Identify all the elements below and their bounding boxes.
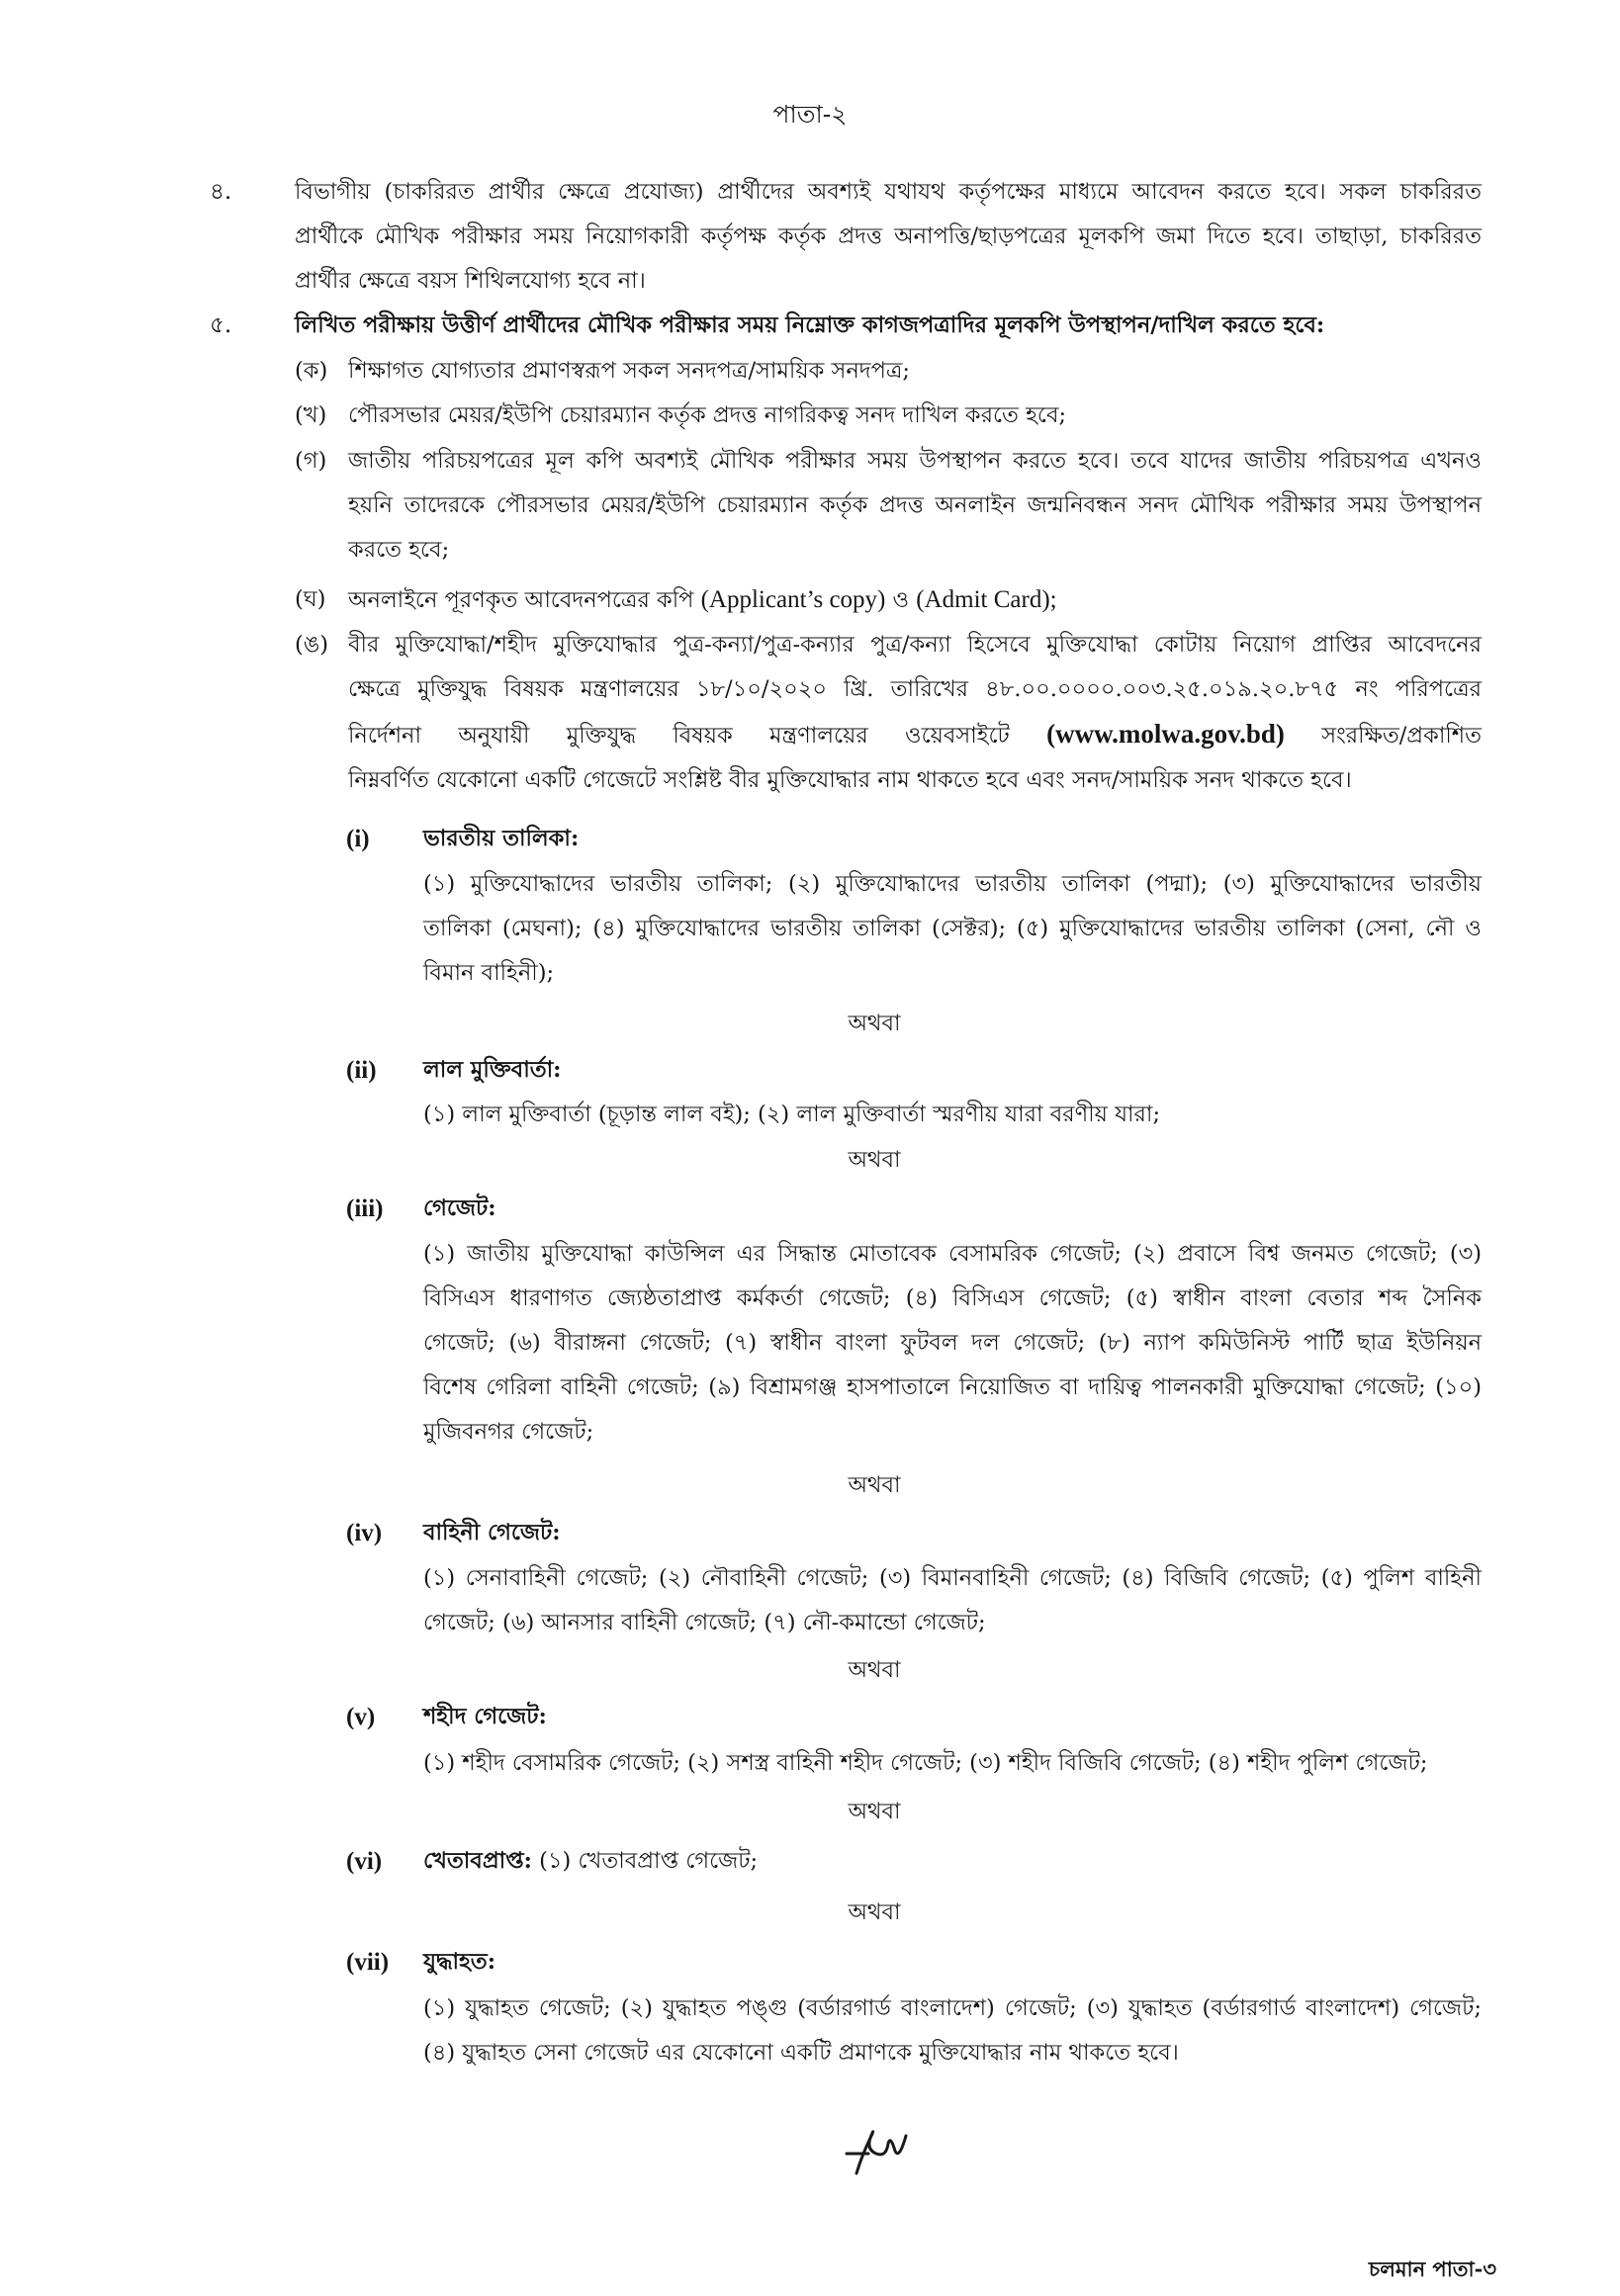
or-separator: অথবা [848, 1147, 901, 1173]
molwa-website-link[interactable]: (www.molwa.gov.bd) [1046, 719, 1285, 749]
item-5-uma-line: ক্ষেত্রে মুক্তিযুদ্ধ বিষয়ক মন্ত্রণালয়ের ১৮/১০/২০২০ খ্রি. তারিখের ৪৮.০০.০০০০.০০৩.২৫.০১৯.২০.৮৭৫ নং পরিপত্রের [348, 676, 1482, 702]
sub-iv-numeral: (iv) [346, 1520, 383, 1546]
or-separator: অথবা [848, 1799, 901, 1824]
page-title: পাতা-২ [772, 100, 848, 129]
item-5-ka-text: শিক্ষাগত যোগ্যতার প্রমাণস্বরূপ সকল সনদপত্র/সাময়িক সনদপত্র; [348, 358, 911, 384]
sub-vii-text [423, 1987, 1482, 2075]
item-4-number: ৪. [210, 179, 232, 205]
sub-ii-text [423, 1093, 1482, 1137]
sub-iii-line: গেজেট; (৬) বীরাঙ্গনা গেজেট; (৭) স্বাধীন বাংলা ফুটবল দল গেজেট; (৮) ন্যাপ কমিউনিস্ট পার্টি ছাত্র ইউনিয়ন [423, 1330, 1482, 1356]
sub-vi-body: (১) খেতাবপ্রাপ্ত গেজেট; [531, 1848, 759, 1874]
sub-i-title: ভারতীয় তালিকা: [423, 826, 580, 851]
or-separator: অথবা [848, 1472, 901, 1498]
item-4-line: প্রার্থীর ক্ষেত্রে বয়স শিথিলযোগ্য হবে না। [295, 268, 646, 294]
item-5-heading: লিখিত পরীক্ষায় উত্তীর্ণ প্রার্থীদের মৌখিক পরীক্ষার সময় নিম্নোক্ত কাগজপত্রাদির মূলকপি উপস্থাপন/দাখিল করতে হবে: [295, 312, 1325, 338]
item-5-ga-line: করতে হবে; [348, 537, 450, 563]
sub-iv-text [423, 1556, 1482, 1645]
sub-i-numeral: (i) [346, 826, 370, 852]
sub-iii-line: মুজিবনগর গেজেট; [423, 1419, 594, 1445]
item-5-gha-label: (ঘ) [295, 586, 326, 612]
sub-ii-title: লাল মুক্তিবার্তা: [423, 1057, 562, 1083]
item-5-ga-text [348, 439, 1482, 573]
sub-ii-line: (১) লাল মুক্তিবার্তা (চূড়ান্ত লাল বই); (২) লাল মুক্তিবার্তা স্মরণীয় যারা বরণীয় যারা; [423, 1102, 1161, 1127]
sub-vii-line: (১) যুদ্ধাহত গেজেট; (২) যুদ্ধাহত পঙ্গু (বর্ডারগার্ড বাংলাদেশ) গেজেট; (৩) যুদ্ধাহত (বর্ডারগার্ড বাংলাদেশ) গেজেট; [423, 1995, 1482, 2021]
admit-card-text: (Admit Card); [916, 586, 1057, 613]
sub-vii-title: যুদ্ধাহত: [423, 1949, 495, 1975]
gha-text-mid: ও [885, 587, 917, 613]
sub-iv-title: বাহিনী গেজেট: [423, 1520, 561, 1545]
signature-scribble [843, 2124, 922, 2183]
item-5-kha-text: পৌরসভার মেয়র/ইউপি চেয়ারম্যান কর্তৃক প্রদত্ত নাগরিকত্ব সনদ দাখিল করতে হবে; [348, 402, 1067, 428]
sub-iii-title: গেজেট: [423, 1195, 496, 1221]
sub-iii-line: বিসিএস ধারণাগত জ্যেষ্ঠতাপ্রাপ্ত কর্মকর্তা গেজেট; (৪) বিসিএস গেজেট; (৫) স্বাধীন বাংলা বেতার শব্দ সৈনিক [423, 1285, 1482, 1311]
item-5-uma-line: নিম্নবর্ণিত যেকোনো একটি গেজেটে সংশ্লিষ্ট বীর মুক্তিযোদ্ধার নাম থাকতে হবে এবং সনদ/সাময়িক সনদ থাকতে হবে। [348, 767, 1352, 793]
sub-ii-numeral: (ii) [346, 1057, 377, 1084]
sub-i-line: (১) মুক্তিযোদ্ধাদের ভারতীয় তালিকা; (২) মুক্তিযোদ্ধাদের ভারতীয় তালিকা (পদ্মা); (৩) মুক্তিযোদ্ধাদের ভারতীয় [423, 871, 1482, 897]
signature [843, 2124, 922, 2199]
sub-vi-title: খেতাবপ্রাপ্ত: [423, 1848, 532, 1874]
or-separator: অথবা [848, 1899, 901, 1925]
gha-text-prefix: অনলাইনে পূরণকৃত আবেদনপত্রের কপি [348, 587, 701, 613]
item-5-ga-label: (গ) [295, 448, 327, 474]
sub-vi-numeral: (vi) [346, 1848, 383, 1875]
sub-i-line: তালিকা (মেঘনা); (৪) মুক্তিযোদ্ধাদের ভারতীয় তালিকা (সেক্টর); (৫) মুক্তিযোদ্ধাদের ভারতীয় তালিকা (সেনা, নৌ ও [423, 916, 1482, 941]
sub-v-text [423, 1741, 1482, 1786]
sub-iii-numeral: (iii) [346, 1195, 384, 1222]
or-separator: অথবা [848, 1657, 901, 1683]
item-4-line: প্রার্থীকে মৌখিক পরীক্ষার সময় নিয়োগকারী কর্তৃপক্ষ কর্তৃক প্রদত্ত অনাপত্তি/ছাড়পত্রের মূলকপি জমা দিতে হবে। তাছাড়া, চাকরিরত [295, 223, 1482, 249]
item-5-uma-line: বীর মুক্তিযোদ্ধা/শহীদ মুক্তিযোদ্ধার পুত্র-কন্যা/পুত্র-কন্যার পুত্র/কন্যা হিসেবে মুক্তিযোদ্ধা কোটায় নিয়োগ প্রাপ্তির আবেদনের [348, 632, 1482, 658]
sub-vi-text [423, 1839, 1482, 1884]
item-5-number: ৫. [210, 312, 232, 338]
sub-v-numeral: (v) [346, 1704, 376, 1730]
item-5-ga-line: জাতীয় পরিচয়পত্রের মূল কপি অবশ্যই মৌখিক পরীক্ষার সময় উপস্থাপন করতে হবে। তবে যাদের জাতীয় পরিচয়পত্র এখনও [348, 448, 1482, 474]
sub-v-title: শহীদ গেজেট: [423, 1704, 547, 1729]
sub-vii-numeral: (vii) [346, 1949, 390, 1976]
item-4-text [295, 170, 1482, 304]
sub-iv-line: (১) সেনাবাহিনী গেজেট; (২) নৌবাহিনী গেজেট; (৩) বিমানবাহিনী গেজেট; (৪) বিজিবি গেজেট; (৫) পুলিশ বাহিনী [423, 1565, 1482, 1591]
item-5-gha-text [348, 577, 1482, 623]
sub-iii-line: বিশেষ গেরিলা বাহিনী গেজেট; (৯) বিশ্রামগঞ্জ হাসপাতালে নিয়োজিত বা দায়িত্ব পালনকারী মুক্তিযোদ্ধা গেজেট; (১০) [423, 1374, 1482, 1400]
uma-line3-suffix: সংরক্ষিত/প্রকাশিত [1284, 723, 1482, 749]
continued-page-note: চলমান পাতা-৩ [1368, 2256, 1496, 2281]
sub-v-line: (১) শহীদ বেসামরিক গেজেট; (২) সশস্ত্র বাহিনী শহীদ গেজেট; (৩) শহীদ বিজিবি গেজেট; (৪) শহীদ পুলিশ গেজেট; [423, 1750, 1428, 1776]
sub-iii-text [423, 1232, 1482, 1455]
uma-line3-prefix: নির্দেশনা অনুযায়ী মুক্তিযুদ্ধ বিষয়ক মন্ত্রণালয়ের ওয়েবসাইটে [348, 723, 1047, 749]
item-5-ka-label: (ক) [295, 358, 328, 384]
applicants-copy-text: (Applicant’s copy) [700, 586, 886, 613]
item-5-uma-line [348, 712, 1482, 758]
sub-i-line: বিমান বাহিনী); [423, 960, 555, 986]
or-separator: অথবা [848, 1011, 901, 1036]
item-5-kha-label: (খ) [295, 402, 327, 428]
item-5-ga-line: হয়নি তাদেরকে পৌরসভার মেয়র/ইউপি চেয়ারম্যান কর্তৃক প্রদত্ত অনলাইন জন্মনিবন্ধন সনদ মৌখিক পরীক্ষার সময় উপস্থাপন [348, 492, 1482, 518]
sub-iii-line: (১) জাতীয় মুক্তিযোদ্ধা কাউন্সিল এর সিদ্ধান্ত মোতাবেক বেসামরিক গেজেট; (২) প্রবাসে বিশ্ব জনমত গেজেট; (৩) [423, 1241, 1482, 1267]
item-4-line: বিভাগীয় (চাকরিরত প্রার্থীর ক্ষেত্রে প্রযোজ্য) প্রার্থীদের অবশ্যই যথাযথ কর্তৃপক্ষের মাধ্যমে আবেদন করতে হবে। সকল চাকরিরত [295, 179, 1482, 205]
sub-i-text [423, 862, 1482, 996]
sub-vii-line: (৪) যুদ্ধাহত সেনা গেজেট এর যেকোনো একটি প্রমাণকে মুক্তিযোদ্ধার নাম থাকতে হবে। [423, 2040, 1179, 2066]
item-5-uma-label: (ঙ) [295, 632, 329, 658]
item-5-uma-text [348, 623, 1482, 803]
sub-iv-line: গেজেট; (৬) আনসার বাহিনী গেজেট; (৭) নৌ-কমান্ডো গেজেট; [423, 1610, 986, 1635]
